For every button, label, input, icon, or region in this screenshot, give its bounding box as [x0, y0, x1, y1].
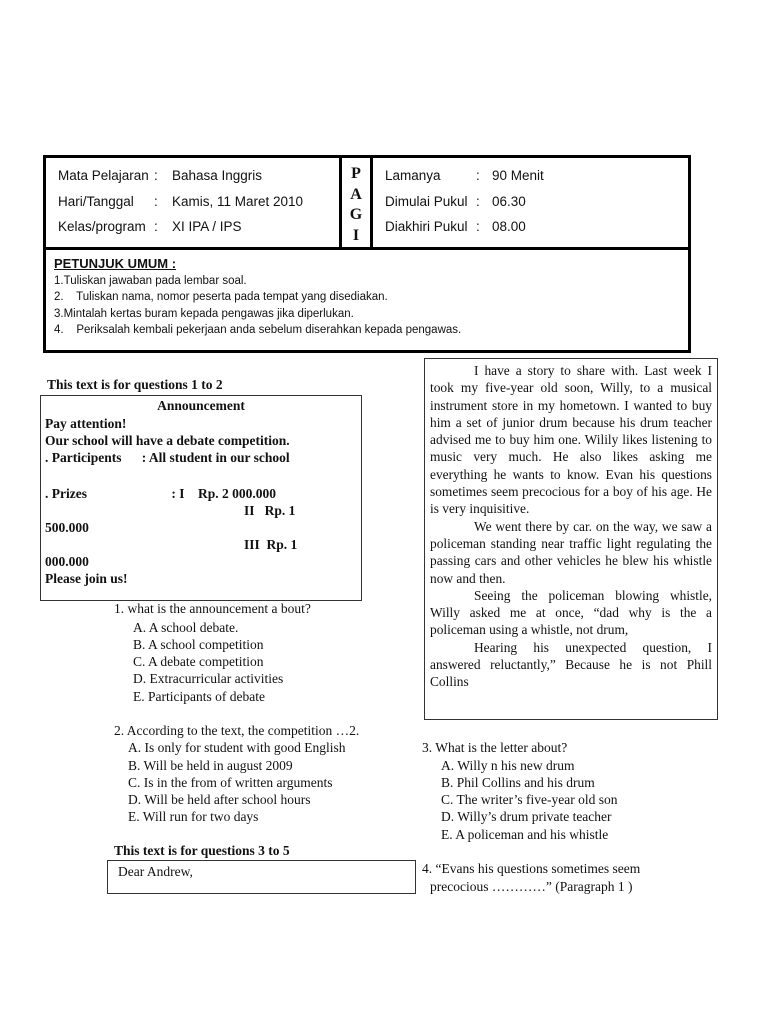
announcement-text: 500.000 — [45, 520, 89, 535]
session-letter: A — [350, 185, 362, 203]
class-value: XI IPA / IPS — [172, 219, 242, 234]
session-column — [339, 158, 373, 247]
answer-option: A. Is only for student with good English — [128, 740, 346, 755]
session-letter: G — [349, 206, 363, 223]
letter-greeting: Dear Andrew, — [118, 864, 193, 879]
instruction-item: 3.Mintalah kertas buram kepada pengawas jika diperlukan. — [54, 307, 354, 320]
story-paragraph: Hearing his unexpected question, I answered reluctantly,” Because he is not Phill Collins — [430, 639, 712, 690]
announcement-text: II Rp. 1 — [244, 503, 296, 518]
instruction-item: 2. Tuliskan nama, nomor peserta pada tempat yang disediakan. — [54, 291, 388, 303]
story-box — [424, 358, 718, 720]
announcement-text: Our school will have a debate competition. — [45, 433, 290, 448]
header-info-row — [46, 158, 688, 250]
duration-label: Lamanya — [385, 168, 441, 183]
date-label: Hari/Tanggal — [58, 194, 134, 209]
exam-header — [43, 155, 691, 353]
answer-option: E. A policeman and his whistle — [441, 827, 609, 842]
question-3: 3. What is the letter about? — [422, 740, 568, 755]
instruction-item: 4. Periksalah kembali pekerjaan anda sebelum diserahkan kepada pengawas. — [54, 324, 462, 336]
duration-sep: : — [476, 168, 480, 183]
announcement-text: Pay attention! — [45, 416, 127, 431]
end-value: 08.00 — [492, 219, 526, 234]
answer-option: D. Will be held after school hours — [128, 792, 311, 807]
duration-value: 90 Menit — [492, 168, 544, 183]
instruction-item: 1.Tuliskan jawaban pada lembar soal. — [54, 274, 247, 287]
answer-option: A. Willy n his new drum — [441, 758, 575, 773]
answer-option: B. Will be held in august 2009 — [128, 758, 293, 773]
general-instructions — [54, 256, 461, 339]
answer-option: C. A debate competition — [133, 654, 264, 669]
question-4: 4. “Evans his questions sometimes seem — [422, 861, 641, 876]
answer-option: C. The writer’s five-year old son — [441, 792, 618, 807]
session-letter: I — [352, 226, 360, 244]
date-sep: : — [154, 194, 158, 209]
date-value: Kamis, 11 Maret 2010 — [172, 194, 304, 209]
class-label: Kelas/program — [58, 219, 146, 234]
announcement-text: Please join us! — [45, 571, 128, 586]
subject-label: Mata Pelajaran — [58, 168, 149, 183]
instructions-title: PETUNJUK UMUM : — [54, 256, 177, 271]
question-1: 1. what is the announcement a bout? — [114, 601, 311, 616]
answer-option: D. Extracurricular activities — [133, 671, 284, 686]
answer-option: A. A school debate. — [133, 620, 239, 635]
answer-option: B. A school competition — [133, 637, 264, 652]
story-paragraph: I have a story to share with. Last week I took my five-year old soon, Willy, to a musical instrument store in my hometown. I wanted to buy him a set of junior drum because his drum teacher advised me to buy him one. Wilily likes listening to music very much. He also likes asking me everything he wants to know. Evan his questions sometimes seem precocious for a boy of his age. He is very inquisitive. — [430, 363, 712, 517]
subject-value: Bahasa Inggris — [172, 168, 263, 183]
start-label: Dimulai Pukul — [385, 194, 468, 209]
question-2: 2. According to the text, the competition …2. — [114, 723, 360, 738]
answer-option: C. Is in the from of written arguments — [128, 775, 333, 790]
announcement-title: Announcement — [157, 398, 245, 413]
announcement-text: 000.000 — [45, 554, 89, 569]
question-4-continued: precocious …………” (Paragraph 1 ) — [430, 879, 633, 894]
announcement-text: III Rp. 1 — [244, 537, 298, 552]
session-letter: P — [351, 165, 361, 182]
section-label: This text is for questions 1 to 2 — [47, 377, 223, 392]
subject-sep: : — [154, 168, 158, 183]
answer-option: E. Participants of debate — [133, 689, 265, 704]
answer-option: D. Willy’s drum private teacher — [441, 809, 612, 824]
section-label: This text is for questions 3 to 5 — [114, 843, 290, 858]
subject-row — [58, 167, 149, 184]
answer-option: B. Phil Collins and his drum — [441, 775, 595, 790]
end-label: Diakhiri Pukul — [385, 219, 468, 234]
announcement-box — [40, 395, 362, 601]
start-value: 06.30 — [492, 194, 526, 209]
start-sep: : — [476, 194, 480, 209]
answer-option: E. Will run for two days — [128, 809, 259, 824]
letter-box — [107, 860, 416, 894]
end-sep: : — [476, 219, 480, 234]
story-paragraph: We went there by car. on the way, we saw a policeman standing near traffic light regulating the passing cars and other vehicles he blew his whistle now and then. — [430, 518, 712, 586]
announcement-text: . Prizes : I Rp. 2 000.000 — [45, 486, 276, 501]
announcement-text: . Participents : All student in our school — [45, 450, 290, 465]
class-sep: : — [154, 219, 158, 234]
story-paragraph: Seeing the policeman blowing whistle, Willy asked me at once, “dad why is the a policeman using a whistle, not drum, — [430, 587, 712, 638]
